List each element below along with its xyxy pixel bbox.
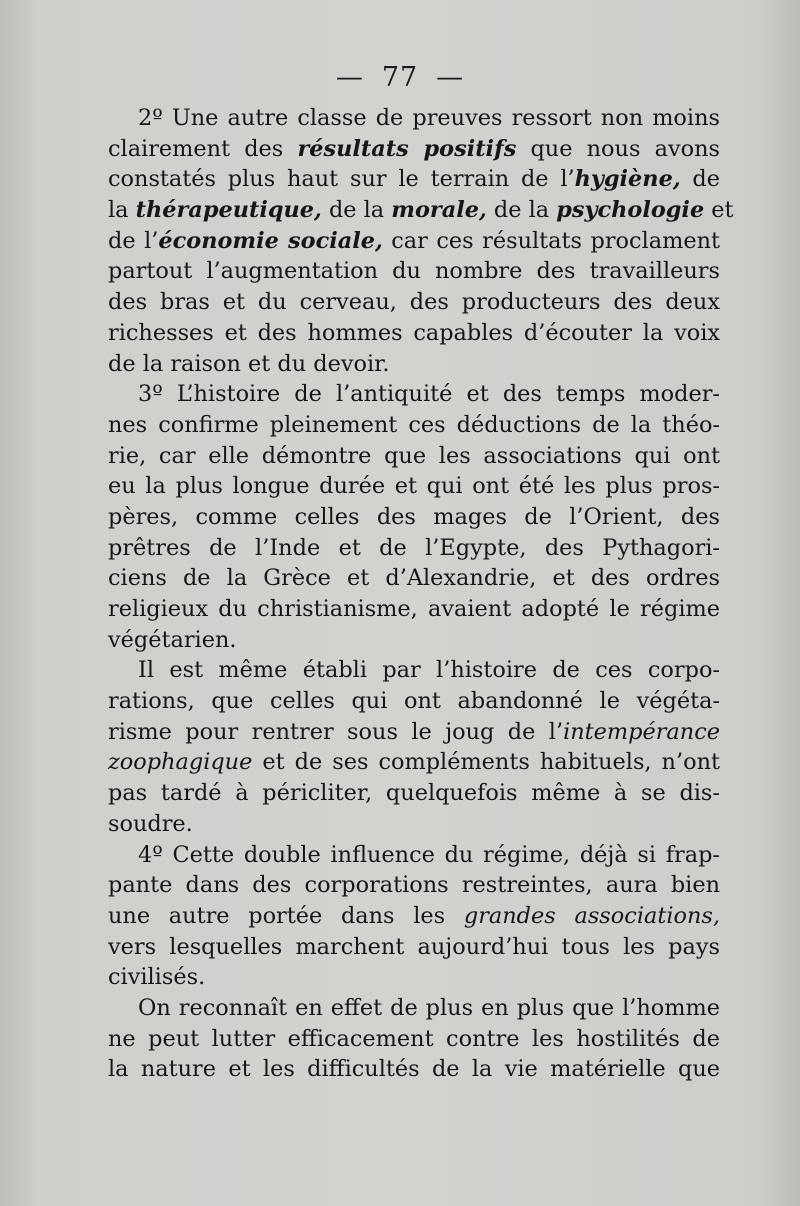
emphasized-text: psychologie: [556, 197, 705, 224]
header-dash-right: —: [436, 62, 465, 93]
emphasized-text: thérapeutique,: [135, 197, 322, 224]
text-line: [108, 932, 720, 963]
text-line: [108, 625, 720, 656]
text-line: [108, 410, 720, 441]
text-segment: la nature et les difficultés de la vie matérielle que: [108, 1056, 720, 1083]
text-segment: pante dans des corporations restreintes, aura bien: [108, 872, 720, 899]
text-segment: de: [680, 166, 721, 193]
text-line: [108, 993, 720, 1024]
text-line: [108, 287, 720, 318]
text-segment: et: [704, 197, 734, 224]
text-line: [108, 441, 720, 472]
text-line: [108, 563, 720, 594]
text-segment: clairement des: [108, 135, 298, 162]
text-line: [108, 379, 720, 410]
text-segment: de la: [321, 197, 392, 224]
text-line: [108, 1054, 720, 1085]
text-segment: richesses et des hommes capables d’écouter la voix: [108, 319, 720, 346]
text-line: [108, 778, 720, 809]
text-segment: rie, car elle démontre que les associations qui ont: [108, 442, 720, 469]
text-line: [108, 226, 720, 257]
text-line: [108, 103, 720, 134]
text-segment: prêtres de l’Inde et de l’Egypte, des Pythagori-: [108, 534, 720, 561]
body-text: [108, 103, 734, 1085]
text-line: [108, 256, 720, 287]
page-number: 77: [381, 62, 419, 93]
emphasized-text: grandes associations,: [463, 902, 720, 929]
page-number-header: [0, 62, 800, 93]
text-segment: nes confirme pleinement ces déductions de la théo-: [108, 411, 720, 438]
text-segment: de l’: [108, 227, 159, 254]
text-segment: On reconnaît en effet de plus en plus que l’homme: [138, 994, 720, 1021]
text-line: [108, 594, 720, 625]
text-line: [108, 655, 720, 686]
text-line: [108, 195, 734, 226]
text-line: [108, 809, 720, 840]
text-segment: 2º Une autre classe de preuves ressort non moins: [138, 105, 720, 131]
text-segment: des bras et du cerveau, des producteurs des deux: [108, 289, 720, 316]
text-segment: car ces résultats proclament: [382, 227, 720, 254]
text-segment: la: [108, 197, 136, 224]
emphasized-text: morale,: [391, 197, 487, 224]
text-segment: soudre.: [108, 810, 193, 837]
emphasized-text: zoophagique: [108, 749, 253, 776]
text-segment: eu la plus longue durée et qui ont été les plus pros-: [108, 473, 720, 500]
emphasized-text: hygiène,: [574, 166, 681, 193]
header-dash-left: —: [335, 62, 364, 93]
text-line: [108, 901, 720, 932]
text-segment: et de ses compléments habituels, n’ont: [252, 749, 720, 776]
text-segment: que nous avons: [516, 135, 720, 162]
emphasized-text: intempérance: [563, 718, 720, 745]
text-line: [108, 962, 720, 993]
text-line: [108, 471, 720, 502]
text-line: [108, 134, 720, 165]
text-segment: Il est même établi par l’histoire de ces corpo-: [138, 657, 720, 684]
text-segment: ne peut lutter efficacement contre les hostilités de: [108, 1025, 720, 1052]
text-line: [108, 840, 720, 871]
text-line: [108, 502, 720, 533]
text-segment: 3º L’histoire de l’antiquité et des temps moder-: [138, 381, 720, 408]
text-line: [108, 164, 720, 195]
text-segment: vers lesquelles marchent aujourd’hui tous les pays: [108, 933, 720, 960]
text-segment: civilisés.: [108, 964, 206, 991]
text-line: [108, 533, 720, 564]
text-line: [108, 349, 720, 380]
emphasized-text: économie sociale,: [158, 227, 383, 254]
text-segment: de la raison et du devoir.: [108, 350, 390, 377]
text-segment: une autre portée dans les: [108, 902, 464, 929]
text-segment: végétarien.: [108, 626, 237, 653]
text-line: [108, 747, 720, 778]
text-line: [108, 1024, 720, 1055]
text-line: [108, 686, 720, 717]
text-segment: ciens de la Grèce et d’Alexandrie, et des ordres: [108, 565, 720, 592]
emphasized-text: résultats positifs: [297, 135, 517, 162]
text-segment: 4º Cette double influence du régime, déjà si frap-: [138, 841, 720, 868]
text-line: [108, 870, 720, 901]
text-segment: constatés plus haut sur le terrain de l’: [108, 166, 575, 193]
text-line: [108, 717, 720, 748]
text-segment: rations, que celles qui ont abandonné le végéta-: [108, 688, 720, 715]
text-segment: risme pour rentrer sous le joug de l’: [108, 718, 564, 745]
text-segment: partout l’augmentation du nombre des travailleurs: [108, 258, 720, 285]
text-segment: de la: [486, 197, 557, 224]
text-segment: pères, comme celles des mages de l’Orient, des: [108, 503, 720, 530]
text-line: [108, 318, 720, 349]
text-segment: religieux du christianisme, avaient adopté le régime: [108, 596, 720, 622]
text-segment: pas tardé à péricliter, quelquefois même à se dis-: [108, 780, 720, 807]
